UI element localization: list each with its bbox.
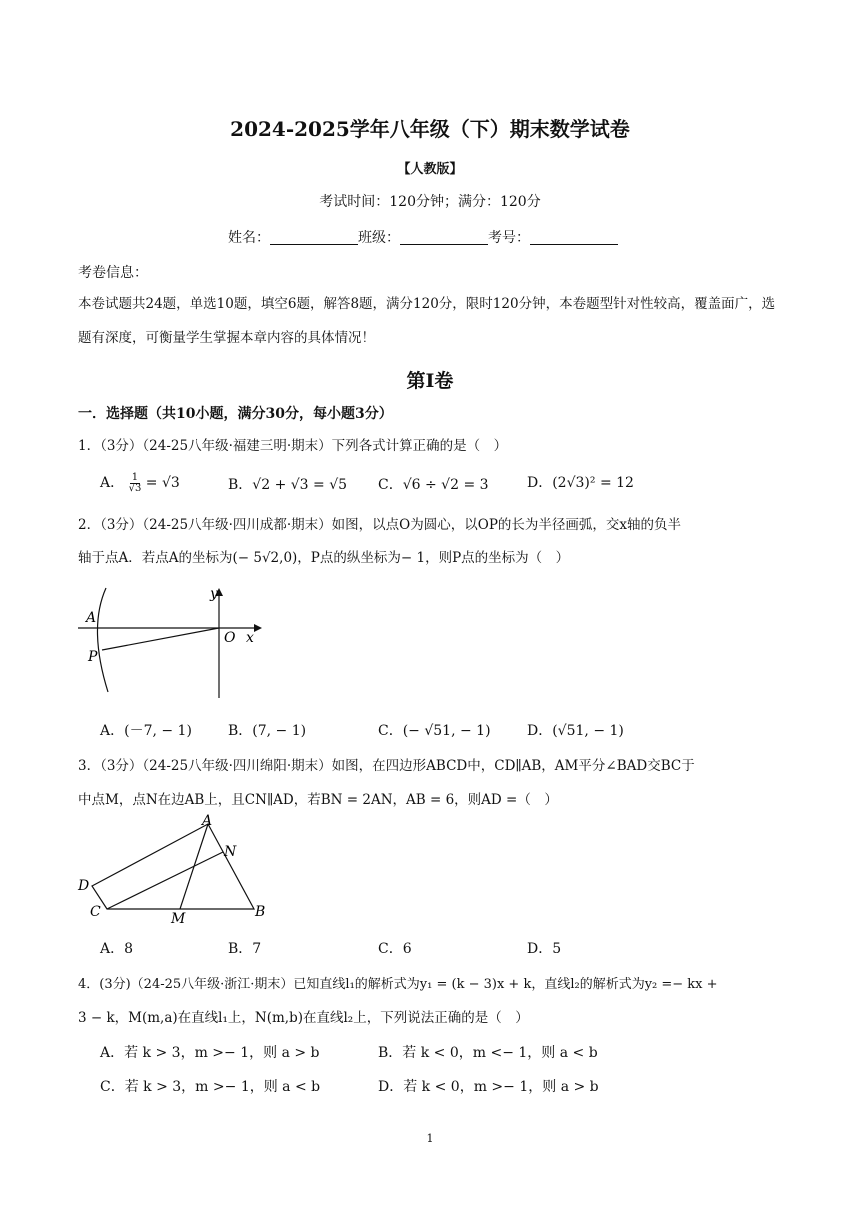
q3-label-n: N <box>224 844 237 860</box>
q3-label-c: C <box>90 904 101 920</box>
time-score-line: 考试时间：120分钟；满分：120分 <box>319 194 541 210</box>
q2-segment-op <box>102 628 219 650</box>
q3-figure <box>72 812 272 930</box>
q1-option-b[interactable]: B．√2 + √3 = √5 <box>228 477 348 493</box>
q4-option-d[interactable]: D．若 k < 0，m >− 1，则 a > b <box>378 1079 599 1095</box>
q2-stem-line2: 轴于点A．若点A的坐标为(− 5√2,0)，P点的纵坐标为− 1，则P点的坐标为（ ） <box>78 550 570 566</box>
q3-label-b: B <box>255 904 266 920</box>
q4-option-a[interactable]: A．若 k > 3，m >− 1，则 a > b <box>100 1045 320 1061</box>
q3-option-d[interactable]: D．5 <box>527 941 562 957</box>
q2-label-y: y <box>210 586 218 602</box>
student-info-row <box>228 227 618 247</box>
q3-label-d: D <box>78 878 90 894</box>
q3-option-a[interactable]: A．8 <box>100 941 134 957</box>
q4-stem-line1: 4．(3分)（24-25八年级·浙江·期末）已知直线l₁的解析式为y₁ = (k − 3)x + k，直线l₂的解析式为y₂ =− kx + <box>78 977 718 992</box>
exam-no-label: 考号： <box>488 230 530 246</box>
info-label: 考卷信息： <box>78 265 148 281</box>
q2-label-a: A <box>86 610 97 626</box>
edition-label: 【人教版】 <box>397 162 463 177</box>
q3-stem-line1: 3．（3分）（24-25八年级·四川绵阳·期末）如图，在四边形ABCD中，CD∥AB，AM平分∠BAD交BC于 <box>78 758 695 774</box>
q2-stem-line1: 2．（3分）（24-25八年级·四川成都·期末）如图，以点O为圆心，以OP的长为半径画弧，交x轴的负半 <box>78 517 682 533</box>
class-label: 班级： <box>358 230 400 246</box>
q2-option-b[interactable]: B．(7, − 1) <box>228 723 307 739</box>
q3-stem-line2: 中点M，点N在边AB上，且CN∥AD，若BN = 2AN，AB = 6，则AD =（ ） <box>78 792 558 808</box>
q1-option-d[interactable]: D．(2√3)² = 12 <box>527 475 634 491</box>
q3-option-b[interactable]: B．7 <box>228 941 262 957</box>
q3-segment-cn <box>107 852 223 909</box>
q4-option-c[interactable]: C．若 k > 3，m >− 1，则 a < b <box>100 1079 321 1095</box>
volume-title: 第Ⅰ卷 <box>406 370 454 392</box>
exam-title: 2024-2025学年八年级（下）期末数学试卷 <box>230 117 630 141</box>
name-label: 姓名： <box>228 230 270 246</box>
info-text: 本卷试题共24题，单选10题，填空6题，解答8题，满分120分，限时120分钟，本卷题型针对性较高，覆盖面广，选题有深度，可衡量学生掌握本章内容的具体情况！ <box>78 296 776 346</box>
q1-option-a-math: = √3 <box>145 475 180 491</box>
q1-stem: 1．（3分）（24-25八年级·福建三明·期末）下列各式计算正确的是（ ） <box>78 438 508 454</box>
q2-option-a[interactable]: A．(－7, − 1) <box>100 723 192 739</box>
q4-stem-line2: 3 − k，M(m,a)在直线l₁上，N(m,b)在直线l₂上，下列说法正确的是（ ） <box>78 1010 529 1026</box>
exam-no-blank[interactable] <box>530 230 618 245</box>
q1-option-a-label: A． <box>100 475 125 491</box>
q4-option-b[interactable]: B．若 k < 0，m <− 1，则 a < b <box>378 1045 598 1061</box>
q3-label-a: A <box>202 813 213 829</box>
class-blank[interactable] <box>400 230 488 245</box>
q2-figure <box>72 584 272 702</box>
q1-option-a-fraction <box>129 473 142 494</box>
q1-option-a[interactable] <box>100 472 180 494</box>
name-blank[interactable] <box>270 230 358 245</box>
q2-label-o: O <box>224 630 236 646</box>
q1-frac-num: 1 <box>131 471 139 483</box>
q1-frac-den: √3 <box>128 482 142 494</box>
q2-label-x: x <box>246 630 254 646</box>
q1-option-c[interactable]: C．√6 ÷ √2 = 3 <box>378 477 489 493</box>
q2-option-c[interactable]: C．(− √51, − 1) <box>378 723 491 739</box>
page-number: 1 <box>426 1132 434 1145</box>
q3-label-m: M <box>171 911 186 927</box>
q2-arc <box>97 588 108 692</box>
q3-quadrilateral <box>92 824 254 909</box>
section-heading: 一．选择题（共10小题，满分30分，每小题3分） <box>78 406 393 422</box>
q2-x-arrow <box>254 624 262 632</box>
q3-option-c[interactable]: C．6 <box>378 941 412 957</box>
q2-label-p: P <box>88 649 98 665</box>
q2-option-d[interactable]: D．(√51, − 1) <box>527 723 624 739</box>
